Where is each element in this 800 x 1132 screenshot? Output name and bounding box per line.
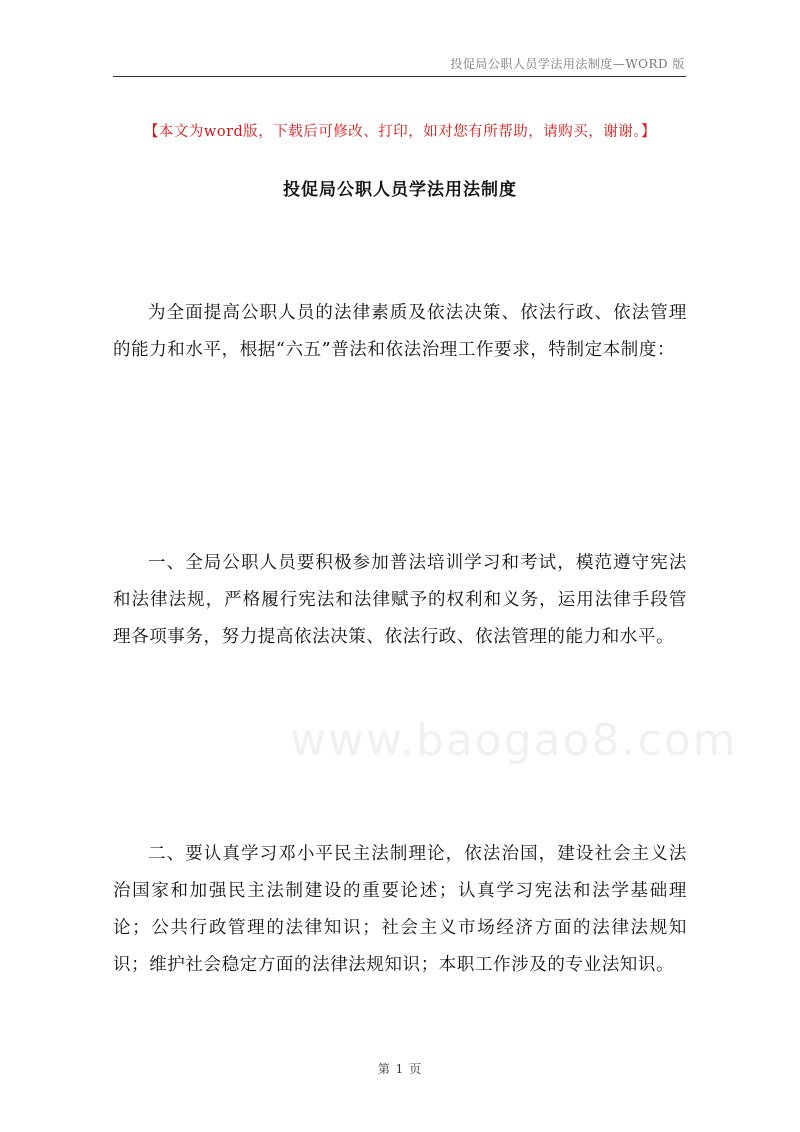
purchase-notice: 【本文为word版，下载后可修改、打印，如对您有所帮助，请购买，谢谢。】 xyxy=(143,124,657,140)
running-header: 投促局公职人员学法用法制度—WORD 版 xyxy=(450,57,685,71)
paragraph-item-2: 二、要认真学习邓小平民主法制理论，依法治国，建设社会主义法治国家和加强民主法制建设的重要论述；认真学习宪法和法学基础理论；公共行政管理的法律知识；社会主义市场经济方面的法律法规知识；维护社会稳定方面的法律法规知识；本职工作涉及的专业法知识。 xyxy=(113,843,687,975)
watermark: www.baogao8.com xyxy=(290,715,738,766)
page-number: 第 1 页 xyxy=(377,1062,423,1076)
header-divider xyxy=(113,76,686,77)
paragraph-item-1: 一、全局公职人员要积极参加普法培训学习和考试，模范遵守宪法和法律法规，严格履行宪法和法律赋予的权利和义务，运用法律手段管理各项事务，努力提高依法决策、依法行政、依法管理的能力和水平。 xyxy=(113,552,687,647)
document-title: 投促局公职人员学法用法制度 xyxy=(283,180,517,200)
paragraph-intro: 为全面提高公职人员的法律素质及依法决策、依法行政、依法管理的能力和水平，根据“六五”普法和依法治理工作要求，特制定本制度： xyxy=(113,302,687,360)
